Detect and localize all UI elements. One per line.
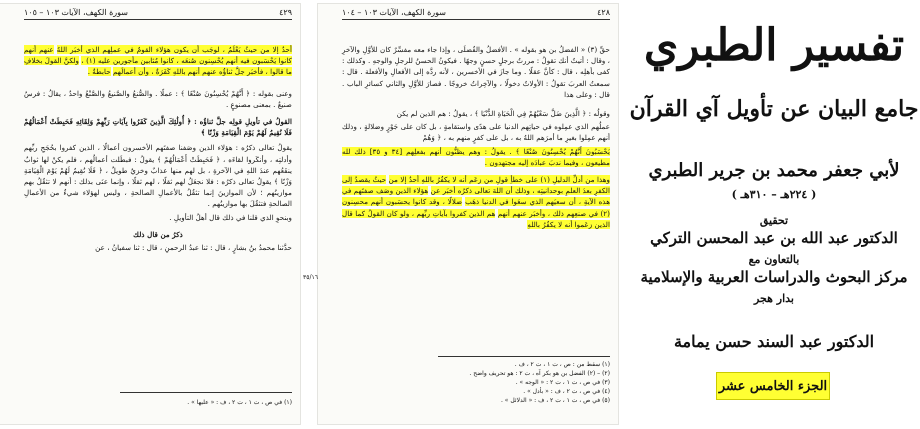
page-428: [318, 4, 618, 424]
page-number: ٤٢٨: [597, 8, 610, 17]
highlighted-passage: [342, 146, 610, 168]
paragraph: حقِّ (٣) « الفضلُ بن هو بقوله » . الأفضلُ والفُضلَى ، وإذا جاء معه مفسِّرٌ كان للأوَّلِ والآخرِ ، وقال : أتيتُ أنك تقولُ : مررتُ برجلٍ حسنٍ وجهًا . فيكونُ الحسنُ للرجلِ والوجهِ . وكذلك : كفى بأهلِه ، قال : كأنَّ عقلًا . وما جازَ في الأخسرين ، لأنه ردَّه إلى الأفعالِ والأفعلة . قال : سمعتُ العربَ تقولُ : الأولاتُ دخولًا ، والآخِراتُ خروجًا . فصارَ للأوَّلِ والثاني كسائرِ الباب . قال : وعلى هذا: [342, 45, 610, 99]
footnotes: [342, 360, 610, 405]
footnote: (١) سقط من : ص ، ت ١ ، ت ٢ ، ف .: [514, 361, 610, 368]
highlighted-line: أحدٌ إلا من حيثُ يَعْلَمُ ، لوجَب أن يكون هؤلاء القومُ في عملِهم الذي أخبَر اللهُ: [56, 45, 292, 54]
paragraph: عملُهم الذي عمِلوه في حياتِهم الدنيا على هدًى واستقامةٍ ، بل كان على جَوْرٍ وضلالةٍ ، وذلك أنهم عمِلوا بغيرِ ما أمرَهم اللهُ به ، بل على كفرٍ منهم به ، ﴿ وَهُمْ: [342, 122, 610, 143]
page-number: ٤٢٩: [279, 8, 292, 17]
second-editor-name: الدكتور عبد السند حسن يمامة: [673, 332, 875, 351]
page-header: [342, 8, 610, 20]
footnote: (٢) – (٢) الفضل بن هو بكر آه ، ت ٢ : هو تحريف واضح .: [469, 370, 610, 377]
cooperation-label: بالتعاون مع: [748, 253, 800, 266]
book-subtitle: جامع البيان عن تأويل آي القرآن: [629, 96, 919, 122]
footnote: (٣) في ص ، ت ١ ، ت ٢ : « الوجه » .: [515, 379, 610, 386]
verse-line: وقولُه : ﴿ الَّذِينَ ضَلَّ سَعْيُهُمْ فِي الْحَيَاةِ الدُّنْيَا ﴾ ، يقولُ : هم الذين لم يكن: [396, 109, 610, 119]
research-center-name: مركز البحوث والدراسات العربية والإسلامية: [640, 268, 908, 286]
author-name: لأبي جعفر محمد بن جرير الطبري: [648, 160, 900, 181]
paragraph: يقولُ تعالى ذكرُه : هؤلاء الذين وصَفنا صفتَهم الأخسرون أعمالًا ، الذين كفروا بحُجَجِ ربِّهم وأدلتِه ، وأنكَروا لقاءَه ، ﴿ فَحَبِطَتْ أَعْمَالُهُمْ ﴾ يقولُ : فبطَلت أعمالُهم ، فلم يكنْ لها ثوابٌ ينفَعُهم عندَ اللهِ في الآخرةِ ، بل لهم منها عذابٌ وخزيٌ طويلٌ ، ﴿ فَلَا نُقِيمُ لَهُمْ يَوْمَ الْقِيَامَةِ وَزْنًا ﴾ يقولُ تعالى ذكرُه : فلا نجعَلُ لهم ثقلًا ، لهم ثقلًا ، وإنما عنَى بذلك : أنهم لا تثقُلُ بهم موازينُهم ؛ لأن الموازينَ إنما تثقُلُ بالأعمالِ الصالحةِ ، وليس لهؤلاء شيءٌ من الأعمالِ الصالحةِ فتثقُلَ بها موازينُهم .: [24, 143, 292, 209]
highlighted-passage: [342, 174, 610, 230]
margin-page-reference: ٣٥/١٦: [303, 274, 318, 281]
footnote-rule: [120, 392, 292, 393]
footnotes: [24, 398, 292, 407]
highlighted-line: هم الذين كفروا بآياتِ ربِّهم ، ولو كان القولُ كما قال الذين زعَموا أنه لا يكفُرُ باللهِ: [342, 208, 610, 229]
editor-name: الدكتور عبد الله بن عبد المحسن التركي: [650, 229, 898, 247]
highlighted-line: عنهم أنهم كانوا يَحْسَبون فيه أنهم يُحْسِنون صُنعَه ، كانوا مُثابين مأجورين عليه (١) ،: [24, 45, 292, 66]
highlighted-line: مطيعون ، وفيما ندبَ عبادَه إليه مجتهدون .: [484, 157, 610, 167]
highlighted-line: يَحْسَبُونَ أَنَّهُمْ يُحْسِنُونَ صُنْعًا ﴾ . يقولُ : وهم يظنُّون أنهم بفعلِهم [٣٤ و ٣٥] ذلك لله: [342, 146, 610, 156]
page-body: [24, 44, 292, 255]
author-dates: ( ٢٢٤هـ – ٣١٠هـ ): [731, 188, 817, 201]
subheading: ذكرُ من قال ذلك: [133, 229, 183, 239]
highlighted-passage: [24, 44, 292, 78]
highlighted-line: حابطةٌ .: [87, 67, 111, 77]
tahqiq-label: تحقيق: [759, 214, 789, 227]
book-title: تفسير الطبري: [643, 20, 905, 71]
highlighted-line: ولكنَّ القولَ بخلافِ ما قالوا ، فأخبَر جلَّ ثناؤُه عنهم أنهم باللهِ كَفَرَةٌ ، وأن أعمالَهم: [24, 56, 292, 77]
highlighted-line: وهذا من أدلِّ الدليلِ (١) على خطأِ قولِ من زعَم أنه لا يكفُرُ باللهِ أحدٌ إلا من: [388, 175, 610, 185]
running-title: سورة الكهف، الآيات ١٠٣ – ١٠٤: [342, 8, 447, 17]
volume-label: الجزء الخامس عشر: [716, 372, 830, 400]
title-page: [628, 0, 920, 429]
isnad-chain: حدَّثنا محمدُ بنُ بشارٍ ، قال : ثنا عبدُ الرحمنِ ، قال : ثنا سفيانُ ، عن: [95, 243, 292, 253]
highlighted-line: هؤلاء الذين وصَف صفتَهم في هذه الآيةِ ، أن سعيَهم الذي سعَوا في الدنيا ذهَب: [342, 186, 610, 207]
page-429: [0, 4, 300, 424]
page-body: [342, 44, 610, 232]
section-heading: القولُ في تأويلِ قولِه جلَّ ثناؤُه : ﴿ أُولَٰئِكَ الَّذِينَ كَفَرُوا بِآيَاتِ رَبِّهِمْ وَلِقَائِهِ فَحَبِطَتْ أَعْمَالُهُمْ فَلَا نُقِيمُ لَهُمْ يَوْمَ الْقِيَامَةِ وَزْنًا ﴾: [24, 117, 292, 138]
footnote: (٥) في ص ، ت ١ ، ت ٢ ، ف : « الدلائل » .: [500, 397, 610, 404]
highlighted-line: حيثُ يقصدُ إلى الكفرِ بعدَ العلمِ بوحدانيتِه ، وذلك أن اللهَ تعالى ذكرُه أخبَر عن: [342, 175, 610, 196]
paragraph: وعنى بقوله : ﴿ أَنَّهُمْ يُحْسِنُونَ صُنْعًا ﴾ : عملًا . والصُّنعُ والصَّنيعُ والصَّنْعُ واحدٌ ، يقالُ : فرسٌ صنيعٌ . بمعنى مصنوعٍ .: [24, 88, 292, 109]
running-title: سورة الكهف، الآيات ١٠٣ – ١٠٥: [24, 8, 129, 17]
paragraph: وبنحوِ الذي قلنا في ذلك قال أهلُ التأويلِ .: [169, 212, 292, 222]
page-header: [24, 8, 292, 20]
footnote: (٤) في ص ، ت ٢ ، ف : « بأدل » .: [523, 388, 610, 395]
publisher-name: بدار هجر: [753, 292, 794, 305]
highlighted-line: ضلالًا ، وقد كانوا يحسَبون أنهم محسِنون (٢) في صنعِهم ذلك ، وأخبَر عنهم أنهم: [342, 197, 610, 218]
footnote: (١) في ص ، ت ١ ، ت ٢ ، ف : « عليها » .: [187, 399, 292, 406]
footnote-rule: [438, 356, 610, 357]
